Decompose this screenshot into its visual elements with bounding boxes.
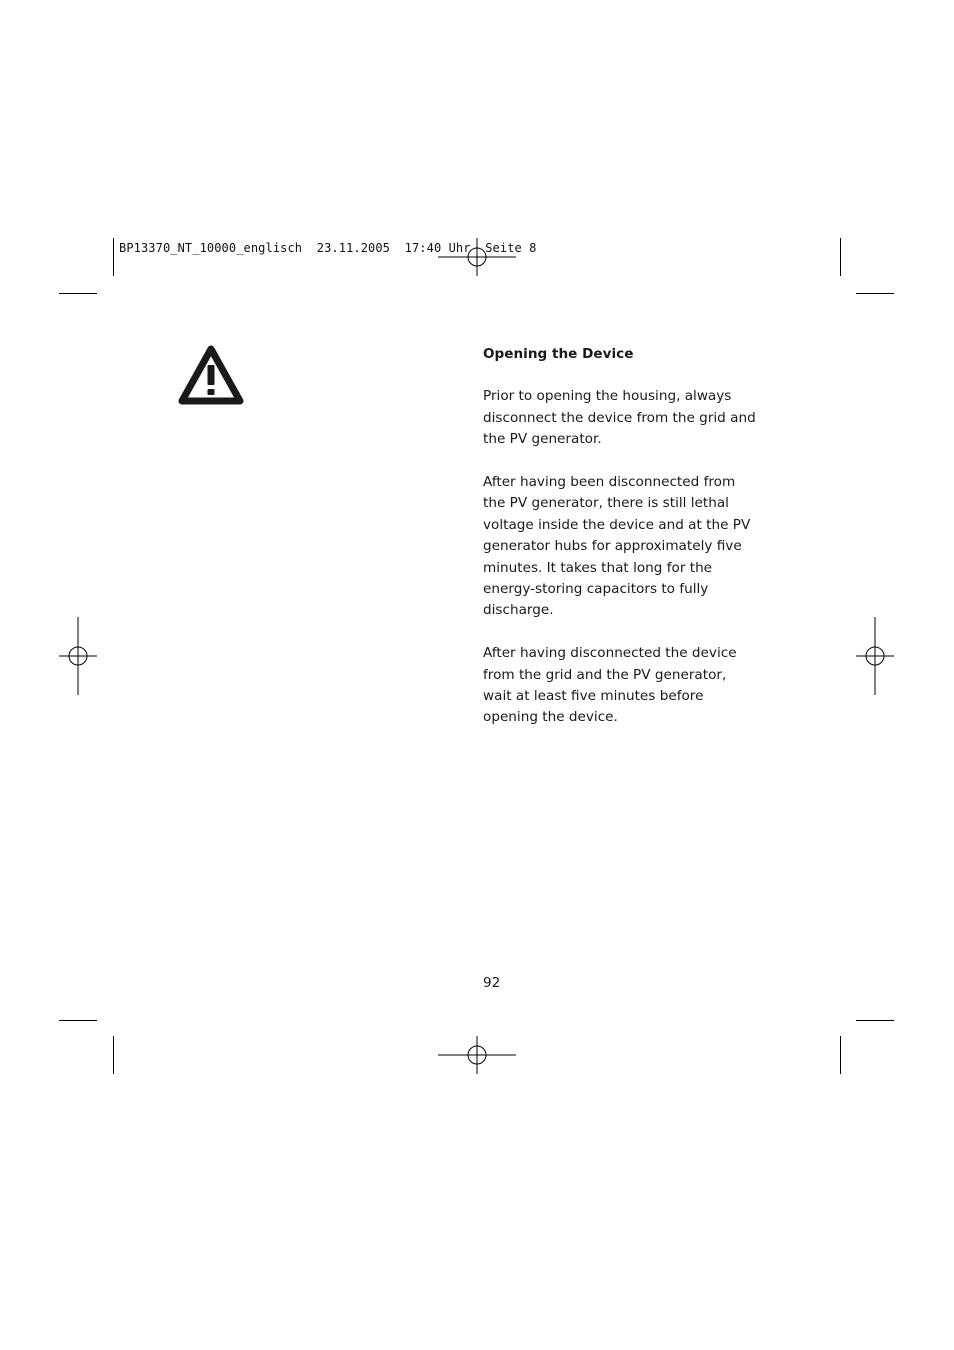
crop-mark-bottom-right-horizontal (856, 1020, 894, 1021)
print-slug-line: BP13370_NT_10000_englisch 23.11.2005 17:40 Uhr Seite 8 (119, 241, 537, 255)
warning-triangle-icon (176, 343, 246, 408)
registration-mark-left (59, 617, 97, 695)
crop-mark-top-right-horizontal (856, 293, 894, 294)
registration-mark-right (856, 617, 894, 695)
paragraph: Prior to opening the housing, always disconnect the device from the grid and the PV generator. (483, 388, 756, 448)
registration-mark-bottom (438, 1036, 516, 1074)
paragraph: After having disconnected the device from the grid and the PV generator, wait at least five minutes before opening the device. (483, 645, 737, 726)
paragraph: After having been disconnected from the PV generator, there is still lethal voltage inside the device and at the PV generator hubs for approximately five minutes. It takes that long for the energy-storing capacitors to fully discharge. (483, 474, 751, 619)
crop-mark-bottom-left-vertical (113, 1036, 114, 1074)
crop-mark-top-left-vertical (113, 238, 114, 276)
page-number: 92 (483, 975, 501, 991)
section-title: Opening the Device (483, 346, 634, 362)
registration-mark-top (438, 238, 516, 276)
crop-mark-bottom-left-horizontal (59, 1020, 97, 1021)
section-body (483, 344, 758, 750)
crop-mark-top-left-horizontal (59, 293, 97, 294)
crop-mark-top-right-vertical (840, 238, 841, 276)
crop-mark-bottom-right-vertical (840, 1036, 841, 1074)
